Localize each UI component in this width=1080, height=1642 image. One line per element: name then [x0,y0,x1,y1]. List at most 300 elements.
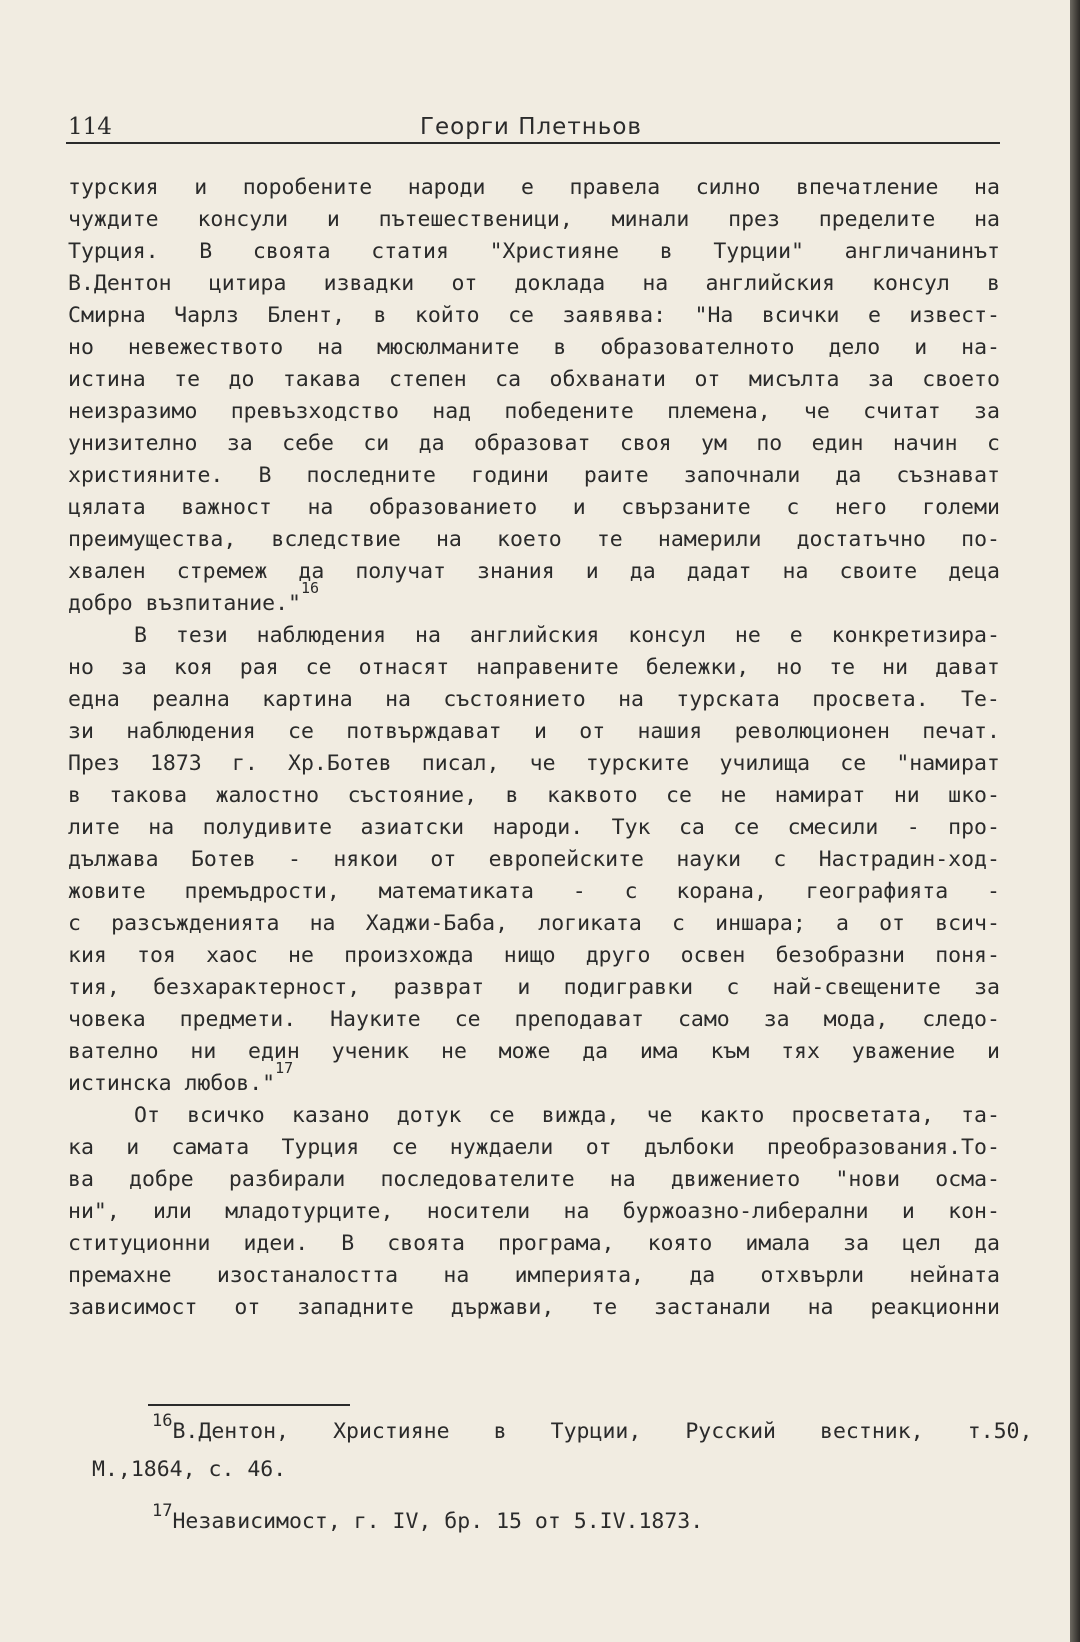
word: смесили [787,815,879,840]
word: Ботев [190,847,256,872]
word: дължава [68,847,159,872]
word: Турции, [550,1419,642,1444]
word: нашия [637,719,703,744]
word: с [624,879,638,904]
word: В [199,239,213,264]
word: има [639,1039,679,1064]
word: такава [282,367,361,392]
word: азиатски [360,815,465,840]
text-line [68,1132,1000,1164]
word: стремеж [176,559,268,584]
word: дълбоки [643,1135,735,1160]
text-line [68,972,1000,1004]
word: в [493,1419,507,1444]
word: всичко [187,1103,265,1128]
word: вследствие [271,527,401,552]
word: вестник, [820,1419,924,1444]
line-text: истинска любов." [68,1071,276,1096]
word: конкретизира- [831,623,1000,648]
word: дело [828,335,881,360]
word: народи [407,175,486,200]
word: за [867,367,894,392]
word: Турция [281,1135,360,1160]
word: на [435,527,462,552]
footnote-17-line1: Независимост, г. IV, бр. 15 от 5.IV.1873. [172,1509,704,1534]
word: английския [469,623,600,648]
word: - [288,847,301,872]
word: невежеството [127,335,284,360]
word: но [68,655,94,680]
word: разсъжденията [111,911,280,936]
word: от [879,911,905,936]
word: статия [371,239,449,264]
word: към [710,1039,750,1064]
text-line [68,876,1000,908]
word: от [430,847,457,872]
text-line [68,844,1000,876]
word: но [68,335,94,360]
text-line [68,428,1000,460]
word: географията [805,879,949,904]
word: през [728,207,780,232]
body-text [68,172,1000,1324]
word: мисълта [748,367,840,392]
word: своето [922,367,1000,392]
word: се [288,719,314,744]
footnote-16-line1 [172,1414,1032,1450]
text-line [68,1036,1000,1068]
word: През [68,751,120,776]
word: може [498,1039,551,1064]
text-line [68,1004,1000,1036]
word: "Християне [489,239,620,264]
word: която [647,1231,713,1256]
word: за [843,1231,870,1256]
word: консули [197,207,289,232]
word: впечатление [796,175,939,200]
word: една [68,687,120,712]
word: тоя [137,943,176,968]
word: Смирна [68,303,146,328]
word: образоват [473,431,591,456]
word: за [974,399,1000,424]
word: и [194,175,208,200]
word: в [373,303,387,328]
word: застанали [654,1295,771,1320]
text-line [68,1228,1000,1260]
word: програма, [498,1231,615,1256]
word: победените [504,399,634,424]
word: Християне [333,1419,450,1444]
word: зи [68,719,94,744]
text-line [68,1100,1000,1132]
word: В [258,463,272,488]
word: те [174,367,201,392]
word: Турции" [713,239,804,264]
text-line [68,1059,1000,1100]
footnote-rule [148,1404,350,1406]
word: нуждаели [449,1135,554,1160]
word: в [553,335,567,360]
word: че [529,751,556,776]
word: степен [389,367,467,392]
word: както [699,1103,765,1128]
word: логиката [538,911,642,936]
word: дават [935,655,1000,680]
word: на [317,335,344,360]
word: за [226,431,253,456]
word: друго [585,943,651,968]
word: носители [426,1199,531,1224]
word: западните [297,1295,414,1320]
word: шко- [948,783,1000,808]
word: са [495,367,522,392]
text-line [68,716,1000,748]
word: и [533,719,547,744]
word: намират [774,783,866,808]
word: се [840,751,867,776]
word: подигравки [563,975,694,1000]
word: племена, [667,399,771,424]
word: считат [863,399,941,424]
word: поня- [935,943,1000,968]
word: превъзходство [230,399,399,424]
word: просвета. [812,687,929,712]
word: начин [892,431,958,456]
word: от [451,271,478,296]
word: на [782,559,809,584]
word: а [835,911,849,936]
word: не [720,783,747,808]
word: мюсюлманите [377,335,520,360]
word: не [288,943,314,968]
text-line [68,332,1000,364]
word: години [471,463,549,488]
word: на [309,911,336,936]
word: следо- [922,1007,1000,1032]
footnote-16 [92,1411,1033,1452]
word: отнасят [358,655,450,680]
footnote-16-number: 16 [152,1411,173,1431]
word: мода, [823,1007,889,1032]
word: получат [355,559,446,584]
word: в [505,783,519,808]
word: от [234,1295,261,1320]
word: което [497,527,562,552]
word: консул [628,623,706,648]
word: който [414,303,480,328]
word: такова [109,783,188,808]
word: силно [695,175,761,200]
text-line [68,652,1000,684]
word: Хр.Ботев [288,751,392,776]
word: турската [676,687,780,712]
word: са [678,815,705,840]
word: свързаните [621,495,751,520]
word: с [726,975,740,1000]
word: разбирали [228,1167,346,1192]
word: него [834,495,887,520]
footnote-reference: 16 [301,579,320,597]
word: на [807,1295,834,1320]
line-text: добро възпитание." [68,591,301,616]
word: преобразования.То- [766,1135,1000,1160]
word: печат. [922,719,1000,744]
text-line [68,748,1000,780]
word: иншара; [715,911,806,936]
word: разврат [393,975,485,1000]
word: заявява: [562,303,667,328]
word: просветата, [791,1103,934,1128]
footnote-17-number: 17 [152,1501,173,1521]
word: цялата [68,495,146,520]
word: образователното [600,335,795,360]
word: извест- [909,303,1000,328]
text-line [68,684,1000,716]
word: с [786,495,800,520]
word: империята, [514,1263,645,1288]
word: в [659,239,673,264]
word: Те- [961,687,1000,712]
word: реална [152,687,230,712]
text-line [68,620,1000,652]
word: се [391,1135,418,1160]
word: минали [611,207,690,232]
word: добре [129,1167,194,1192]
word: бележки, [645,655,750,680]
word: и [326,207,340,232]
word: своята [387,1231,465,1256]
word: се [508,303,534,328]
word: цел [902,1231,941,1256]
word: премахне [68,1263,172,1288]
text-line [68,780,1000,812]
word: на [609,1167,636,1192]
running-head: Георги Плетньов [420,114,642,140]
word: един [248,1039,300,1064]
word: да [418,431,445,456]
word: народи. [492,815,584,840]
word: че [646,1103,673,1128]
word: коя [173,655,213,680]
word: тях [781,1039,820,1064]
word: наблюдения [256,623,387,648]
text-line [68,460,1000,492]
word: се [666,783,692,808]
word: правела [569,175,661,200]
text-line [68,268,1000,300]
word: революционен [734,719,890,744]
word: на [974,175,1000,200]
word: пътешественици, [378,207,573,232]
word: преподават [514,1007,644,1032]
word: се [305,655,332,680]
word: зависимост [68,1295,198,1320]
word: да [582,1039,609,1064]
page-header [66,110,1000,144]
word: вижда, [541,1103,620,1128]
word: хаос [206,943,258,968]
word: европейските [488,847,644,872]
word: своите [839,559,918,584]
word: да [689,1263,716,1288]
word: т.50, [967,1419,1033,1444]
word: те [596,527,623,552]
word: дотук [396,1103,462,1128]
page-number: 114 [68,114,112,140]
word: ституционни [68,1231,211,1256]
word: самата [171,1135,250,1160]
word: отхвърли [760,1263,865,1288]
word: - [572,879,586,904]
text-line [68,908,1000,940]
word: лите [68,815,120,840]
word: Турция. [68,239,159,264]
word: Русский [685,1419,776,1444]
text-line [68,236,1000,268]
word: потвърждават [346,719,502,744]
word: премъдрости, [184,879,340,904]
word: големи [922,495,1000,520]
word: имала [745,1231,811,1256]
word: себе [282,431,334,456]
word: писал, [421,751,500,776]
word: те [591,1295,618,1320]
word: своята [252,239,331,264]
text-line [68,1260,1000,1292]
word: турските [585,751,690,776]
word: е [867,303,881,328]
footnote-16-text [152,1411,1033,1452]
word: - [906,815,920,840]
text-line [68,204,1000,236]
word: с [672,911,685,936]
word: про- [948,815,1000,840]
word: г. [231,751,258,776]
word: турския [68,175,159,200]
word: осма- [935,1167,1000,1192]
word: обхванати [549,367,666,392]
word: и [517,975,531,1000]
word: В [134,623,147,648]
word: ни [893,783,920,808]
text-line [68,364,1000,396]
word: се [454,1007,481,1032]
word: Тук [611,815,651,840]
text-line [68,579,1000,620]
word: "На [694,303,734,328]
word: Чарлз [174,303,239,328]
word: казано [291,1103,370,1128]
word: ка [68,1135,94,1160]
footnote-reference: 17 [275,1059,294,1077]
word: рая [239,655,279,680]
word: училища [719,751,811,776]
word: започнали [683,463,801,488]
word: на [415,623,441,648]
text-line [68,300,1000,332]
word: с [68,911,81,936]
word: се [488,1103,515,1128]
word: ни [882,655,909,680]
word: нищо [503,943,556,968]
word: ни [190,1039,217,1064]
word: В [341,1231,355,1256]
word: своя [619,431,672,456]
word: картина [262,687,353,712]
word: Настрадин-ход- [818,847,1000,872]
word: на [443,1263,470,1288]
word: на [974,207,1000,232]
page-edge [1070,0,1080,1642]
word: за [763,1007,790,1032]
word: знания [477,559,555,584]
word: от [585,1135,612,1160]
word: От [134,1103,160,1128]
word: - [986,879,1000,904]
word: състоянието [443,687,586,712]
word: поробените [242,175,373,200]
word: пределите [818,207,936,232]
word: в [986,271,1000,296]
word: с [773,847,787,872]
text-line [68,1292,1000,1324]
word: образованието [368,495,538,520]
word: преимущества, [68,527,237,552]
word: корана, [676,879,767,904]
word: на [385,687,411,712]
word: кон- [948,1199,1000,1224]
word: по- [961,527,1000,552]
word: човека [68,1007,146,1032]
word: ученик [331,1039,410,1064]
word: състояние, [347,783,478,808]
word: Науките [330,1007,421,1032]
word: на [642,271,669,296]
word: всички [761,303,840,328]
word: над [432,399,472,424]
word: не [734,623,761,648]
word: математиката [378,879,534,904]
word: последователите [380,1167,575,1192]
word: буржоазно-либерални [622,1199,869,1224]
word: в [68,783,81,808]
word: движението [670,1167,801,1192]
word: наблюдения [126,719,256,744]
word: достатъчно [796,527,927,552]
word: уважение [851,1039,956,1064]
word: неизразимо [68,399,198,424]
word: безобразни [775,943,906,968]
word: е [789,623,803,648]
word: младотурците, [225,1199,394,1224]
word: да [629,559,656,584]
text-line [68,492,1000,524]
text-line [68,1196,1000,1228]
word: произхожда [344,943,474,968]
word: консул [872,271,950,296]
word: ни", [68,1199,120,1224]
word: идеи. [243,1231,309,1256]
word: не [441,1039,467,1064]
word: реакционни [870,1295,1000,1320]
word: или [153,1199,192,1224]
word: ум [701,431,727,456]
footnote-17-text [152,1501,704,1542]
word: и [572,495,586,520]
word: на [148,815,175,840]
word: полудивите [202,815,333,840]
